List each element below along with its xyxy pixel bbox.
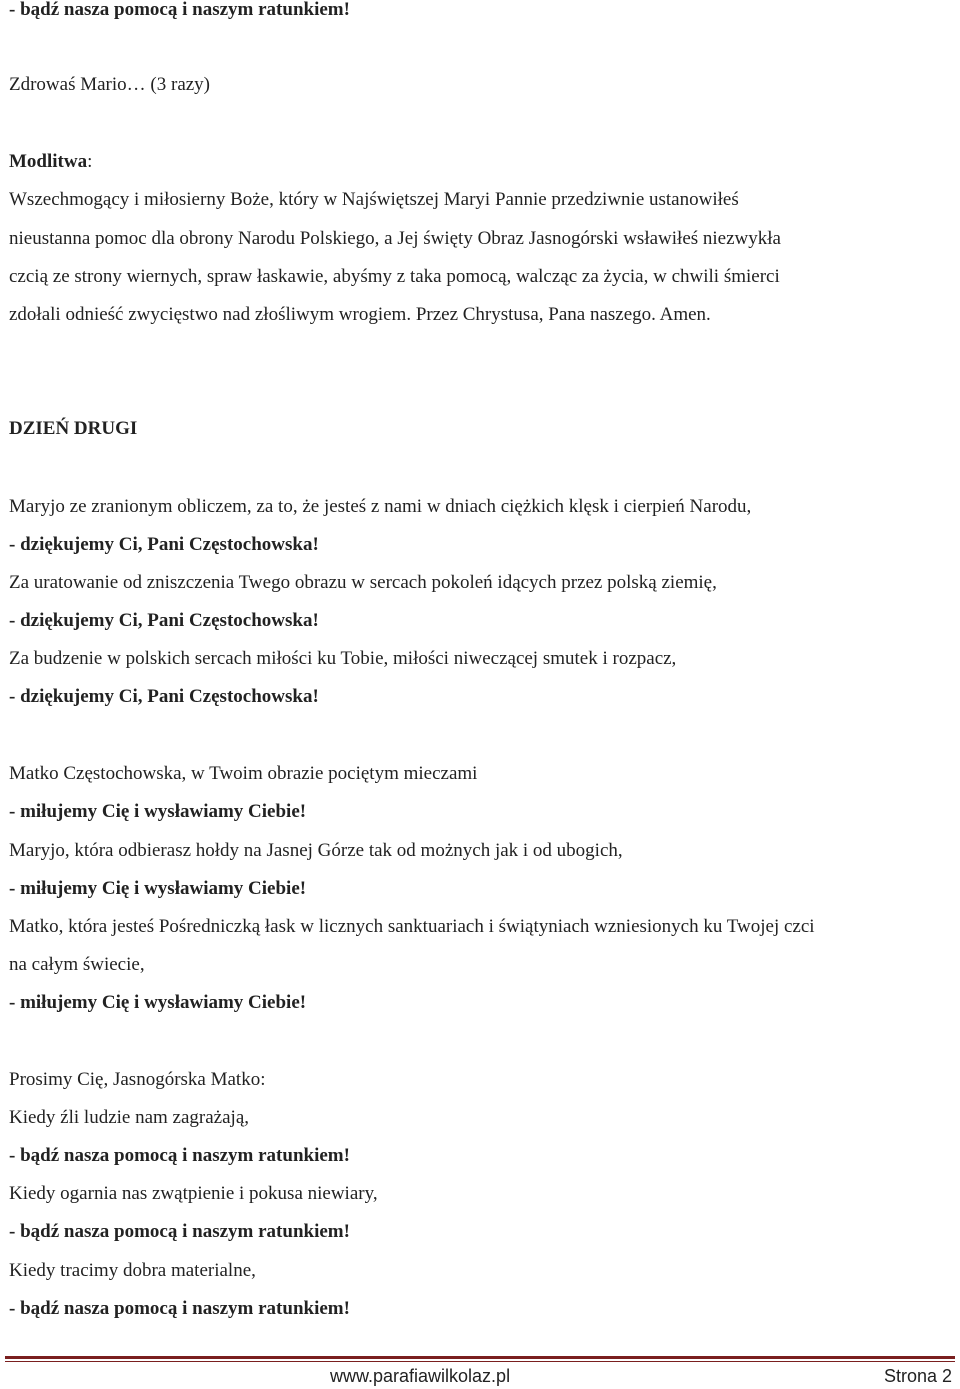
invocation-line: Matko Częstochowska, w Twoim obrazie pociętym mieczami bbox=[9, 763, 478, 784]
response-line: - dziękujemy Ci, Pani Częstochowska! bbox=[9, 686, 319, 707]
invocation-line: Maryjo ze zranionym obliczem, za to, że jesteś z nami w dniach ciężkich klęsk i cierpień Narodu, bbox=[9, 496, 752, 517]
petition-line: Kiedy źli ludzie nam zagrażają, bbox=[9, 1107, 250, 1128]
prayer-instruction: Zdrowaś Mario… (3 razy) bbox=[9, 74, 211, 95]
response-line: - bądź nasza pomocą i naszym ratunkiem! bbox=[9, 1298, 350, 1319]
response-line: - bądź nasza pomocą i naszym ratunkiem! bbox=[9, 1145, 350, 1166]
prayer-text-line: Wszechmogący i miłosierny Boże, który w Najświętszej Maryi Pannie przedziwnie ustanowiłeś bbox=[9, 189, 739, 210]
invocation-line: Matko, która jesteś Pośredniczką łask w licznych sanktuariach i świątyniach wzniesionych ku Twojej czci bbox=[9, 916, 815, 937]
petition-line: Kiedy tracimy dobra materialne, bbox=[9, 1260, 256, 1281]
response-line: - dziękujemy Ci, Pani Częstochowska! bbox=[9, 534, 319, 555]
response-line: - bądź nasza pomocą i naszym ratunkiem! bbox=[9, 0, 350, 20]
invocation-line: Za uratowanie od zniszczenia Twego obrazu w sercach pokoleń idących przez polską ziemię, bbox=[9, 572, 717, 593]
page-number: Strona 2 bbox=[883, 1366, 952, 1386]
invocation-line: Maryjo, która odbierasz hołdy na Jasnej Górze tak od możnych jak i od ubogich, bbox=[9, 840, 623, 861]
response-line: - dziękujemy Ci, Pani Częstochowska! bbox=[9, 610, 319, 631]
footer-divider-thin bbox=[5, 1361, 955, 1362]
prayer-text-line: zdołali odnieść zwycięstwo nad złośliwym wrogiem. Przez Chrystusa, Pana naszego. Amen. bbox=[9, 304, 711, 325]
prayer-text-line: nieustanna pomoc dla obrony Narodu Polskiego, a Jej święty Obraz Jasnogórski wsławiłeś niezwykła bbox=[9, 228, 781, 249]
response-line: - miłujemy Cię i wysławiamy Ciebie! bbox=[9, 992, 307, 1013]
invocation-line: Za budzenie w polskich sercach miłości ku Tobie, miłości niweczącej smutek i rozpacz, bbox=[9, 648, 677, 669]
response-line: - miłujemy Cię i wysławiamy Ciebie! bbox=[9, 878, 307, 899]
footer-divider-thick bbox=[5, 1356, 955, 1359]
page-footer bbox=[0, 1366, 952, 1388]
response-line: - bądź nasza pomocą i naszym ratunkiem! bbox=[9, 1221, 350, 1242]
footer-url: www.parafiawilkolaz.pl bbox=[330, 1366, 511, 1386]
prayer-heading-colon: : bbox=[87, 151, 93, 172]
petition-line: Kiedy ogarnia nas zwątpienie i pokusa niewiary, bbox=[9, 1183, 378, 1204]
invocation-line: na całym świecie, bbox=[9, 954, 145, 975]
response-line: - miłujemy Cię i wysławiamy Ciebie! bbox=[9, 801, 307, 822]
section-heading: DZIEŃ DRUGI bbox=[9, 418, 138, 439]
prayer-heading-label: Modlitwa bbox=[9, 151, 88, 172]
petition-intro: Prosimy Cię, Jasnogórska Matko: bbox=[9, 1069, 266, 1090]
prayer-heading bbox=[9, 151, 92, 173]
prayer-text-line: czcią ze strony wiernych, spraw łaskawie, abyśmy z taka pomocą, walcząc za życia, w chwili śmierci bbox=[9, 266, 780, 287]
